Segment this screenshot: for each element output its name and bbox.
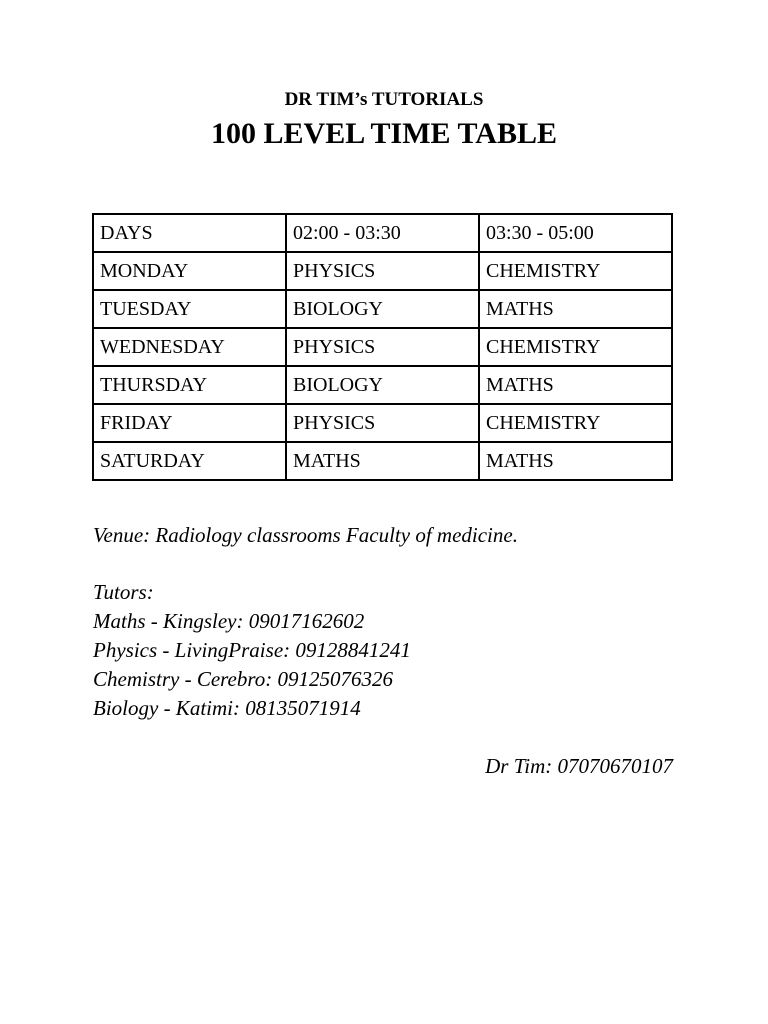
subject-cell: CHEMISTRY [479,252,672,290]
subject-cell: BIOLOGY [286,366,479,404]
day-cell: MONDAY [93,252,286,290]
day-cell: FRIDAY [93,404,286,442]
header-cell-slot-2: 03:30 - 05:00 [479,214,672,252]
table-row [93,328,672,366]
subject-cell: CHEMISTRY [479,404,672,442]
header-cell-days: DAYS [93,214,286,252]
day-cell: THURSDAY [93,366,286,404]
header-cell-slot-1: 02:00 - 03:30 [286,214,479,252]
document-title: 100 LEVEL TIME TABLE [211,117,557,150]
table-header-row [93,214,672,252]
tutors-heading: Tutors: [93,580,154,604]
subject-cell: MATHS [479,290,672,328]
table-row [93,366,672,404]
day-cell: TUESDAY [93,290,286,328]
subject-cell: MATHS [479,366,672,404]
day-cell: WEDNESDAY [93,328,286,366]
subject-cell: PHYSICS [286,328,479,366]
table-row [93,290,672,328]
subject-cell: PHYSICS [286,252,479,290]
table-row [93,252,672,290]
tutor-entry: Chemistry - Cerebro: 09125076326 [93,667,393,691]
subject-cell: MATHS [286,442,479,480]
tutors-section [93,578,411,723]
tutor-entry: Physics - LivingPraise: 09128841241 [93,638,411,662]
subject-cell: CHEMISTRY [479,328,672,366]
document-subtitle: DR TIM’s TUTORIALS [284,89,484,110]
tutor-entry: Maths - Kingsley: 09017162602 [93,609,365,633]
table-row [93,404,672,442]
dr-tim-contact: Dr Tim: 07070670107 [485,754,673,778]
tutor-entry: Biology - Katimi: 08135071914 [93,696,361,720]
day-cell: SATURDAY [93,442,286,480]
timetable [92,213,673,481]
venue-text: Venue: Radiology classrooms Faculty of medicine. [93,523,518,547]
subject-cell: MATHS [479,442,672,480]
subject-cell: BIOLOGY [286,290,479,328]
table-row [93,442,672,480]
subject-cell: PHYSICS [286,404,479,442]
